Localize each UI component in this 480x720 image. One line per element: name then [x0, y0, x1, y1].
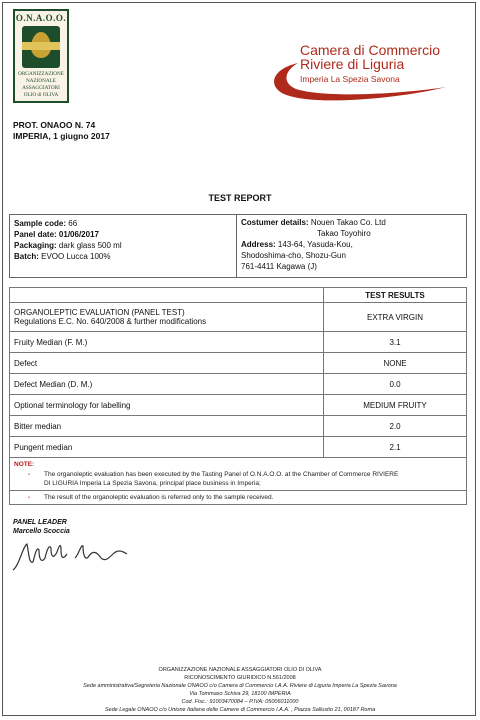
onaoo-logo [13, 9, 69, 103]
customer-label: Costumer details: [241, 218, 309, 227]
protocol-number: PROT. ONAOO N. 74 [13, 120, 96, 130]
signature-icon [9, 536, 139, 576]
customer-name1: Nouen Takao Co. Ltd [310, 218, 386, 227]
footer-line5: Cod. Fisc.: 91003470084 – P.IVA: 05006011000 [181, 699, 299, 705]
panel-leader [13, 518, 70, 536]
row-value: NONE [324, 353, 467, 374]
sample-code: 66 [68, 219, 78, 228]
footer-line4: Via Tommaso Schiva 29, 18100 IMPERIA [189, 691, 291, 697]
row-label: Optional terminology for labelling [10, 395, 324, 416]
onaoo-logo-line: ORGANIZZAZIONE [18, 71, 64, 77]
panel-date-label: Panel date: [14, 230, 57, 239]
footer-line3: Sede amministrativa/Segreteria Nazionale ONAOO c/o Camera di Commercio I.A.A. Riviere di Liguria Imperia La Spezia Savona [83, 683, 397, 689]
table-row [10, 416, 467, 437]
address-label: Address: [241, 240, 276, 249]
camera-commercio-line2: Riviere di Liguria [300, 56, 405, 72]
footer-line6: Sede Legale ONAOO c/o Unione Italiana delle Camere di Commercio I.A.A. , Piazza Sallustio 21, 00187 Roma [104, 707, 376, 713]
batch-label: Batch: [14, 252, 39, 261]
row-label: Defect [10, 353, 324, 374]
report-title: TEST REPORT [208, 193, 272, 203]
results-table [9, 287, 467, 458]
note-item-1 [44, 470, 460, 488]
footer [3, 666, 477, 714]
customer-details [236, 215, 466, 277]
table-row [10, 332, 467, 353]
camera-commercio-line1: Camera di Commercio [300, 42, 441, 58]
note-label: NOTE: [14, 461, 35, 468]
sample-details [14, 218, 122, 262]
camera-commercio-logo [268, 43, 468, 105]
row-value: 2.1 [324, 437, 467, 458]
table-row [10, 437, 467, 458]
row-label: Pungent median [10, 437, 324, 458]
panel-date: 01/06/2017 [58, 230, 99, 239]
table-row [10, 303, 467, 332]
table-row [10, 395, 467, 416]
note-item-1-line2: DI LIGURIA Imperia La Spezia Savona, principal place business in Imperia; [44, 480, 261, 487]
document-page [2, 2, 476, 716]
packaging: dark glass 500 ml [58, 241, 122, 250]
row-value: 0.0 [324, 374, 467, 395]
camera-commercio-cities: Imperia La Spezia Savona [300, 74, 400, 84]
onaoo-logo-title: O.N.A.O.O. [15, 13, 67, 23]
address-line2: Shodoshima-cho, Shozu-Gun [241, 251, 346, 260]
panel-leader-title: PANEL LEADER [13, 519, 67, 526]
onaoo-logo-line: OLIO di OLIVA [23, 92, 59, 98]
footer-line2: RICONOSCIMENTO GIURIDICO N.561/2008 [184, 675, 296, 681]
customer-name2: Takao Toyohiro [317, 229, 371, 238]
row-label: Bitter median [10, 416, 324, 437]
protocol-block [13, 120, 110, 142]
table-header-empty [10, 288, 324, 303]
note-bullet: - [28, 471, 31, 478]
row-value: 3.1 [324, 332, 467, 353]
sample-code-label: Sample code: [14, 219, 67, 228]
footer-line1: ORGANIZZAZIONE NAZIONALE ASSAGGIATORI OLIO DI OLIVA [158, 667, 322, 673]
onaoo-logo-line: NAZIONALE [26, 78, 56, 84]
address-line3: 761-4411 Kagawa (J) [241, 262, 317, 271]
protocol-place-date: IMPERIA, 1 giugno 2017 [13, 131, 110, 141]
evaluation-cell [10, 303, 324, 332]
evaluation-value: EXTRA VIRGIN [324, 303, 467, 332]
note-item-2: The result of the organoleptic evaluation is referred only to the sample received. [44, 494, 274, 501]
onaoo-logo-line: ASSAGGIATORI [22, 85, 60, 91]
row-value: 2.0 [324, 416, 467, 437]
table-header-row [10, 288, 467, 303]
evaluation-title: ORGANOLEPTIC EVALUATION (PANEL TEST) [14, 308, 185, 317]
evaluation-regulation: Regulations E.C. No. 640/2008 & further modifications [14, 317, 207, 326]
test-results-header: TEST RESULTS [324, 288, 467, 303]
row-value: MEDIUM FRUITY [324, 395, 467, 416]
olive-oil-drop-icon [22, 26, 60, 68]
batch: EVOO Lucca 100% [41, 252, 111, 261]
note-box [9, 457, 467, 505]
row-label: Defect Median (D. M.) [10, 374, 324, 395]
row-label: Fruity Median (F. M.) [10, 332, 324, 353]
note-divider [10, 490, 466, 491]
sample-details-box [9, 214, 467, 278]
packaging-label: Packaging: [14, 241, 57, 250]
address-line1: 143-64, Yasuda-Kou, [277, 240, 353, 249]
panel-leader-name: Marcello Scoccia [13, 528, 70, 535]
note-item-1-line1: The organoleptic evaluation has been executed by the Tasting Panel of O.N.A.O.O. at the Chamber of Commerce RIVIERE [44, 471, 399, 478]
note-bullet: - [28, 494, 31, 501]
table-row [10, 353, 467, 374]
table-row [10, 374, 467, 395]
